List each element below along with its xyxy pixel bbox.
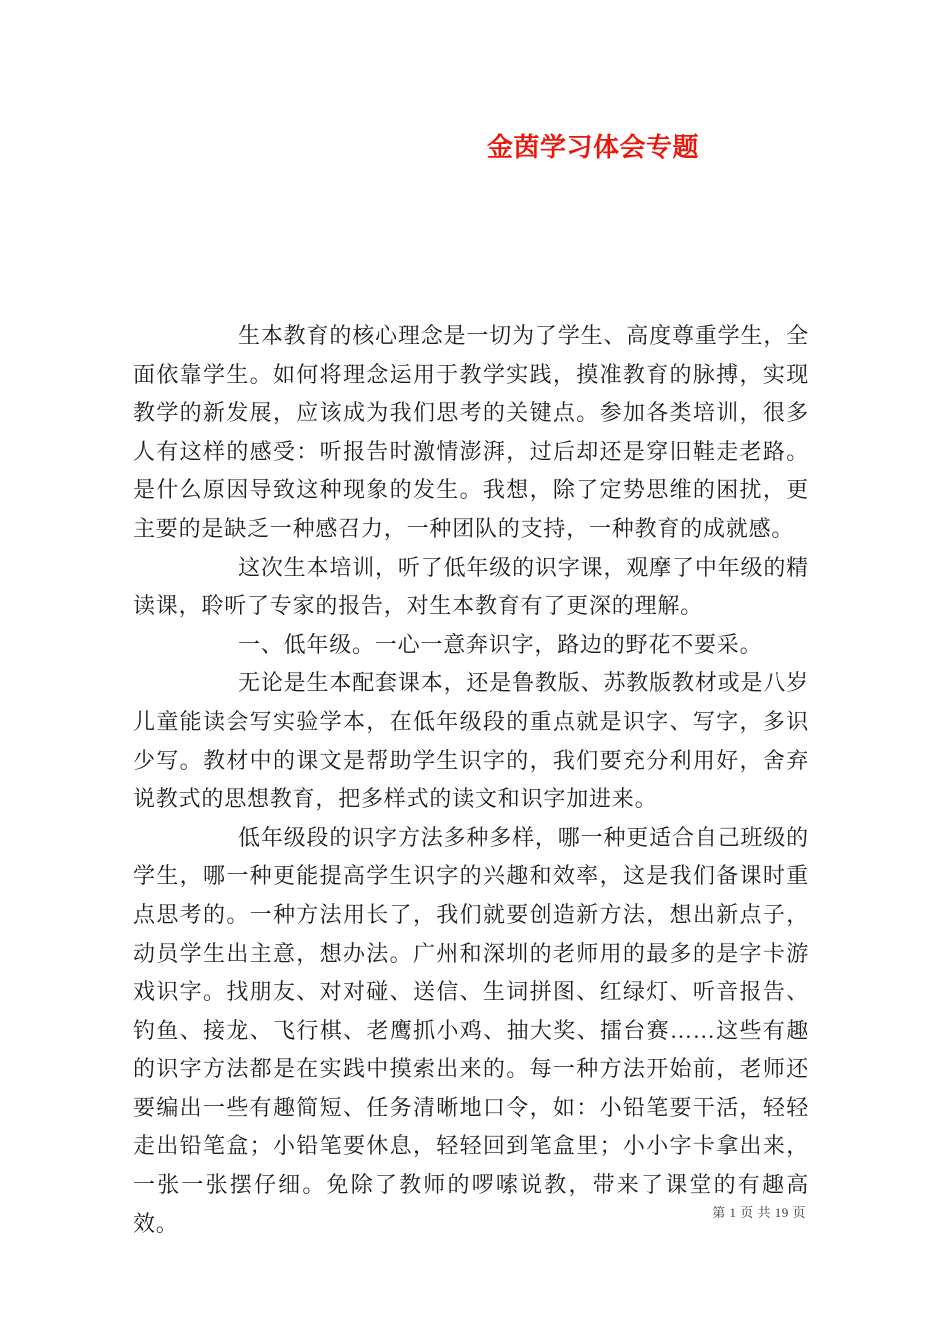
body-paragraph-textbooks: 无论是生本配套课本，还是鲁教版、苏教版教材或是八岁儿童能读会写实验学本，在低年级段的重点就是识字、写字，多识少写。教材中的课文是帮助学生识字的，我们要充分利用好，舍弃说教式的思想教育，把多样式的读文和识字加进来。 <box>133 670 809 812</box>
document-body <box>133 317 809 1243</box>
page-number-indicator: 第 1 页 共 19 页 <box>712 1205 806 1220</box>
body-paragraph-literacy-methods: 低年级段的识字方法多种多样，哪一种更适合自己班级的学生，哪一种更能提高学生识字的兴趣和效率，这是我们备课时重点思考的。一种方法用长了，我们就要创造新方法，想出新点子，动员学生出主意，想办法。广州和深圳的老师用的最多的是字卡游戏识字。找朋友、对对碰、送信、生词拼图、红绿灯、听音报告、钓鱼、接龙、飞行棋、老鹰抓小鸡、抽大奖、擂台赛……这些有趣的识字方法都是在实践中摸索出来的。每一种方法开始前，老师还要编出一些有趣简短、任务清晰地口令，如：小铅笔要干活，轻轻走出铅笔盒；小铅笔要休息，轻轻回到笔盒里；小小字卡拿出来，一张一张摆仔细。免除了教师的啰嗦说教，带来了课堂的有趣高效。 <box>133 824 809 1236</box>
body-paragraph-section-heading: 一、低年级。一心一意奔识字，路边的野花不要采。 <box>238 631 763 657</box>
body-paragraph-training-summary: 这次生本培训，听了低年级的识字课，观摩了中年级的精读课，聆听了专家的报告，对生本教育有了更深的理解。 <box>133 554 809 619</box>
document-title: 金茵学习体会专题 <box>487 133 700 162</box>
body-paragraph-intro: 生本教育的核心理念是一切为了学生、高度尊重学生，全面依靠学生。如何将理念运用于教学实践，摸准教育的脉搏，实现教学的新发展，应该成为我们思考的关键点。参加各类培训，很多人有这样的感受：听报告时激情澎湃，过后却还是穿旧鞋走老路。是什么原因导致这种现象的发生。我想，除了定势思维的困扰，更主要的是缺乏一种感召力，一种团队的支持，一种教育的成就感。 <box>133 323 809 541</box>
